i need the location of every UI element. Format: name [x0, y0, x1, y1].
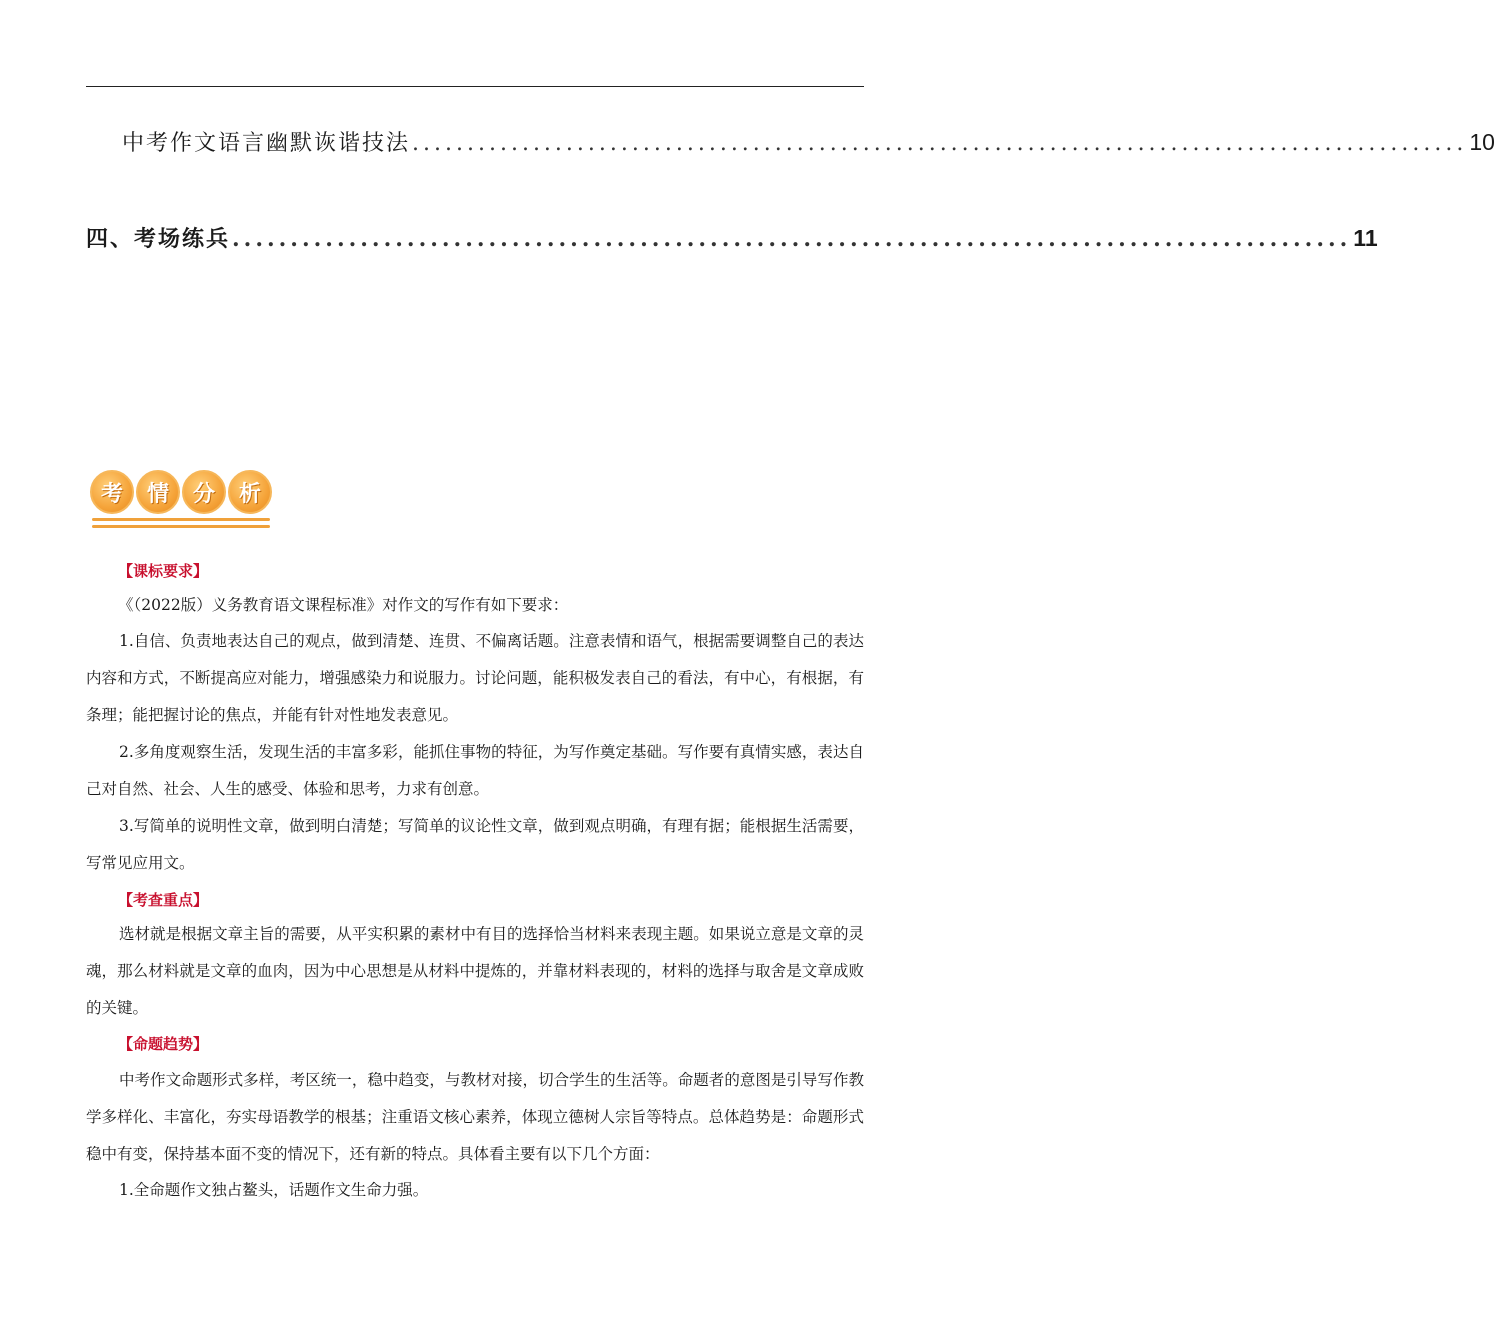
header-rule: [86, 86, 864, 87]
toc-dot-leader: ................................................................................................: [412, 131, 1468, 156]
banner-char-badge: 考: [90, 470, 134, 514]
toc-dot-leader: ................................................................................................: [232, 226, 1352, 252]
paragraph-requirement-2: 2.多角度观察生活，发现生活的丰富多彩，能抓住事物的特征，为写作奠定基础。写作要有真情实感，表达自己对自然、社会、人生的感受、体验和思考，力求有创意。: [86, 743, 864, 798]
section-heading-trends: 【命题趋势】: [118, 1035, 209, 1053]
paragraph-intro: 《（2022版）义务教育语文课程标准》对作文的写作有如下要求：: [118, 596, 569, 614]
toc-page-number: 11: [1353, 225, 1378, 251]
banner-char-badge: 析: [228, 470, 272, 514]
paragraph-trends: 中考作文命题形式多样，考区统一，稳中趋变，与教材对接，切合学生的生活等。命题者的意图是引导写作教学多样化、丰富化，夯实母语教学的根基；注重语文核心素养，体现立德树人宗旨等特点。总体趋势是：命题形式稳中有变，保持基本面不变的情况下，还有新的特点。具体看主要有以下几个方面：: [86, 1071, 864, 1163]
section-banner: [86, 470, 272, 530]
toc-entry-title: 中考作文语言幽默诙谐技法: [122, 131, 411, 156]
paragraph-trend-1: 1.全命题作文独占鳌头，话题作文生命力强。: [119, 1181, 429, 1199]
banner-stripe: [92, 518, 270, 521]
paragraph-requirement-1: 1.自信、负责地表达自己的观点，做到清楚、连贯、不偏离话题。注意表情和语气，根据需要调整自己的表达内容和方式，不断提高应对能力，增强感染力和说服力。讨论问题，能积极发表自己的看法，有中心，有根据，有条理；能把握讨论的焦点，并能有针对性地发表意见。: [86, 632, 864, 724]
toc-entry-humor-techniques[interactable]: [122, 126, 1495, 157]
toc-entry-exam-practice[interactable]: [86, 222, 1378, 253]
toc-entry-title: 四、考场练兵: [86, 226, 231, 252]
toc-page-number: 10: [1469, 129, 1495, 155]
section-heading-key-points: 【考查重点】: [118, 891, 209, 909]
banner-char-badge: 分: [182, 470, 226, 514]
section-heading-curriculum: 【课标要求】: [118, 562, 209, 580]
paragraph-key-points: 选材就是根据文章主旨的需要，从平实积累的素材中有目的选择恰当材料来表现主题。如果说立意是文章的灵魂，那么材料就是文章的血肉，因为中心思想是从材料中提炼的，并靠材料表现的，材料的选择与取舍是文章成败的关键。: [86, 925, 864, 1017]
banner-stripe: [92, 525, 270, 528]
banner-char-badge: 情: [136, 470, 180, 514]
paragraph-requirement-3: 3.写简单的说明性文章，做到明白清楚；写简单的议论性文章，做到观点明确，有理有据；能根据生活需要，写常见应用文。: [86, 817, 864, 872]
